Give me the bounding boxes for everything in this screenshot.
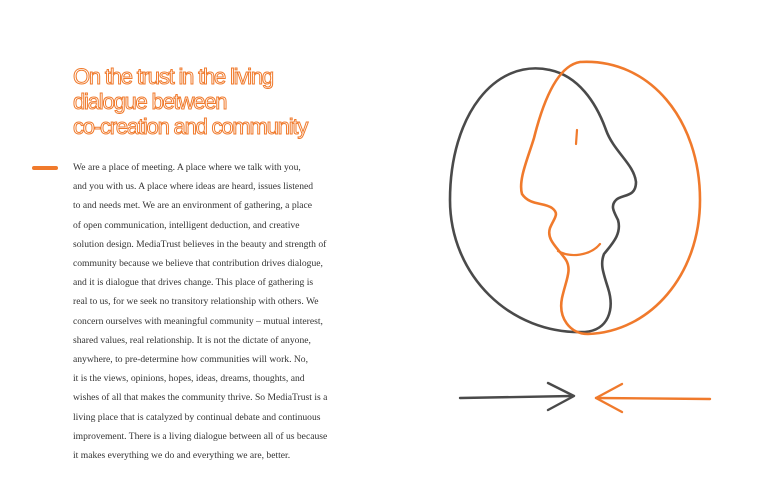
mouth-icon [558,244,600,255]
body-line: anywhere, to pre-determine how communities will work. No, [73,354,308,366]
page-title [73,64,363,139]
body-line: to and needs met. We are an environment of gathering, a place [73,200,313,212]
body-line: real to us, for we seek no transitory relationship with others. We [73,296,319,308]
title-line-3: co-creation and community [73,114,308,139]
body-line: We are a place of meeting. A place where we talk with you, [73,162,301,173]
title-line-1: On the trust in the living [73,64,273,89]
body-line: it is the views, opinions, hopes, ideas, dreams, thoughts, and [73,373,305,385]
body-line: it makes everything we do and everything we are, better. [73,450,291,462]
body-line: shared values, real relationship. It is not the dictate of anyone, [73,334,311,346]
body-line: concern ourselves with meaningful community – mutual interest, [73,315,323,327]
title-line-2: dialogue between [73,89,227,114]
eye-icon [576,130,577,144]
body-line: and it is dialogue that drives change. This place of gathering is [73,277,314,289]
body-line: living place that is catalyzed by continual debate and continuous [73,411,321,423]
dark-arrow-right-icon [460,383,574,410]
faces-illustration [400,40,730,430]
body-line: of open communication, intelligent deduction, and creative [73,219,300,231]
orange-dash-icon [32,166,58,170]
body-line: solution design. MediaTrust believes in the beauty and strength of [73,238,327,250]
body-line: and you with us. A place where ideas are heard, issues listened [73,181,314,193]
body-paragraph [73,158,373,465]
body-line: improvement. There is a living dialogue between all of us because [73,430,328,442]
body-line: wishes of all that makes the community thrive. So MediaTrust is a [73,392,328,404]
orange-arrow-left-icon [596,384,710,412]
body-line: community because we believe that contribution drives dialogue, [73,258,323,270]
